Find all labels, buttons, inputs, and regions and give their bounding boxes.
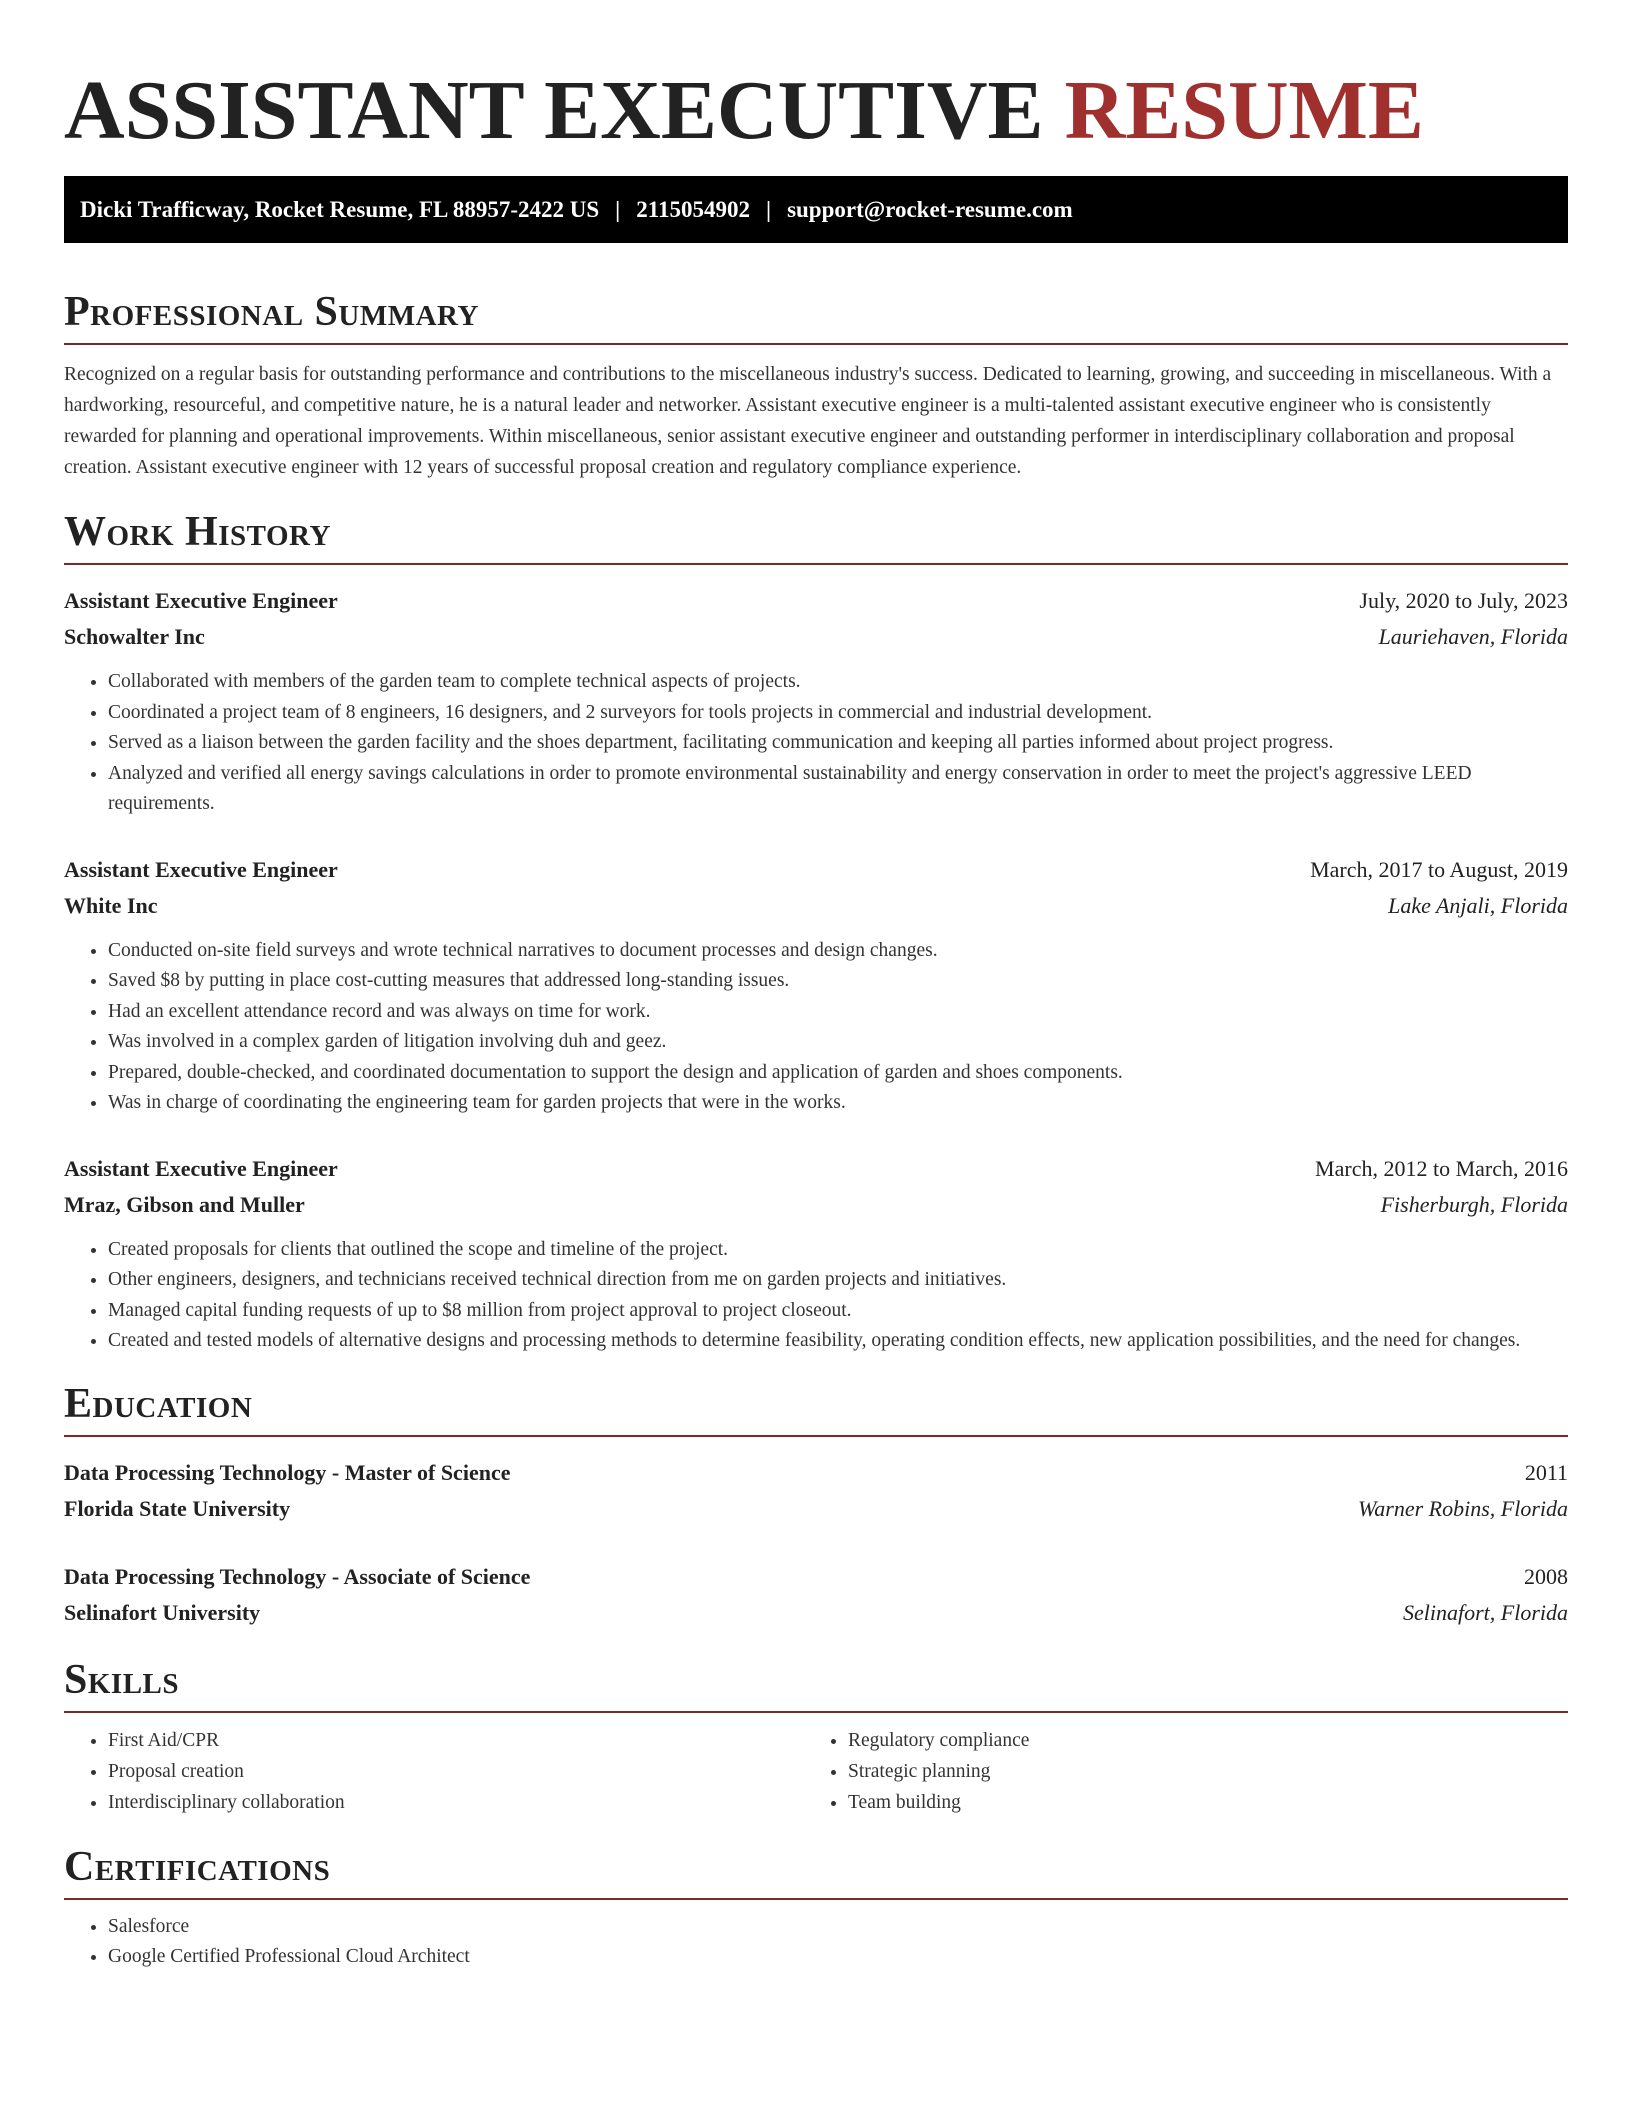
job-bullet: • Created proposals for clients that outlined the scope and timeline of the project. — [108, 1235, 1568, 1266]
degree: Data Processing Technology - Master of Science — [64, 1459, 511, 1485]
contact-address: Dicki Trafficway, Rocket Resume, FL 88957-2422 US — [80, 196, 600, 222]
job-bullet: • Other engineers, designers, and technicians received technical direction from me on garden projects and initiatives. — [108, 1265, 1568, 1296]
graduation-year: 2011 — [1524, 1459, 1568, 1485]
work-entry-subheader — [64, 619, 1568, 655]
job-bullet: • Was in charge of coordinating the engineering team for garden projects that were in the works. — [108, 1088, 1568, 1119]
school-location: Selinafort, Florida — [1403, 1599, 1568, 1625]
resume-title — [64, 56, 1568, 166]
contact-separator: | — [765, 196, 772, 222]
job-bullet: • Was involved in a complex garden of litigation involving duh and geez. — [108, 1027, 1568, 1058]
skill-item: • Proposal creation — [108, 1756, 804, 1787]
job-bullet: • Served as a liaison between the garden facility and the shoes department, facilitating communication and keeping all parties informed about project progress. — [108, 728, 1568, 759]
work-history-heading: Work History — [64, 507, 1568, 565]
work-history-list — [64, 583, 1568, 1357]
skill-item: • Strategic planning — [848, 1756, 1544, 1787]
skills-list-left — [64, 1725, 804, 1818]
summary-text: Recognized on a regular basis for outstanding performance and contributions to the miscellaneous industry's success. Dedicated to learning, growing, and succeeding in miscellaneous. With a hardworking, resourceful, and competitive nature, he is a natural leader and networker. Assistant executive engineer is a multi-talented assistant executive engineer who is consistently rewarded for planning and operational improvements. Within miscellaneous, senior assistant executive engineer and outstanding performer in interdisciplinary collaboration and proposal creation. Assistant executive engineer with 12 years of successful proposal creation and regulatory compliance experience. — [64, 364, 1552, 478]
work-entry — [64, 583, 1568, 820]
job-bullet: • Analyzed and verified all energy savings calculations in order to promote environmental sustainability and energy conservation in order to meet the project's aggressive LEED requirements. — [108, 759, 1568, 820]
skills-list-right — [804, 1725, 1544, 1818]
job-dates: March, 2012 to March, 2016 — [1315, 1155, 1568, 1181]
work-entry — [64, 852, 1568, 1119]
title-main: ASSISTANT EXECUTIVE — [64, 64, 1044, 157]
summary-heading: Professional Summary — [64, 287, 1568, 345]
skill-item: • First Aid/CPR — [108, 1725, 804, 1756]
certification-item: • Google Certified Professional Cloud Architect — [108, 1942, 1568, 1973]
work-entry-header — [64, 1151, 1568, 1187]
company-name: Schowalter Inc — [64, 624, 205, 649]
job-bullet: • Prepared, double-checked, and coordinated documentation to support the design and application of garden and shoes components. — [108, 1058, 1568, 1089]
work-entry-header — [64, 852, 1568, 888]
job-location: Lake Anjali, Florida — [1388, 892, 1568, 918]
job-title: Assistant Executive Engineer — [64, 856, 338, 882]
education-heading: Education — [64, 1379, 1568, 1437]
job-bullet: • Collaborated with members of the garden team to complete technical aspects of projects. — [108, 667, 1568, 698]
work-entry — [64, 1151, 1568, 1357]
graduation-year: 2008 — [1524, 1563, 1568, 1589]
job-bullet: • Coordinated a project team of 8 engineers, 16 designers, and 2 surveyors for tools projects in commercial and industrial development. — [108, 698, 1568, 729]
degree: Data Processing Technology - Associate of Science — [64, 1563, 531, 1589]
title-accent: RESUME — [1064, 64, 1424, 157]
job-bullet: • Saved $8 by putting in place cost-cutting measures that addressed long-standing issues. — [108, 966, 1568, 997]
job-bullet: • Conducted on-site field surveys and wrote technical narratives to document processes and design changes. — [108, 936, 1568, 967]
job-dates: July, 2020 to July, 2023 — [1359, 588, 1568, 613]
company-name: Mraz, Gibson and Muller — [64, 1191, 305, 1217]
work-entry-header — [64, 583, 1568, 619]
work-entry-subheader — [64, 888, 1568, 924]
education-entry — [64, 1455, 1568, 1527]
resume-content — [64, 0, 1568, 1973]
education-entry-header — [64, 1559, 1568, 1595]
job-dates: March, 2017 to August, 2019 — [1310, 856, 1568, 882]
contact-phone: 2115054902 — [636, 196, 750, 222]
job-title: Assistant Executive Engineer — [64, 1155, 338, 1181]
certifications-heading: Certifications — [64, 1842, 1568, 1900]
job-bullet: • Created and tested models of alternative designs and processing methods to determine feasibility, operating condition effects, new application possibilities, and the need for changes. — [108, 1326, 1568, 1357]
education-list — [64, 1455, 1568, 1631]
skill-item: • Team building — [848, 1787, 1544, 1818]
contact-separator: | — [615, 196, 621, 222]
contact-email: support@rocket-resume.com — [787, 196, 1073, 222]
education-entry-subheader — [64, 1491, 1568, 1527]
work-entry-subheader — [64, 1187, 1568, 1223]
skill-item: • Regulatory compliance — [848, 1725, 1544, 1756]
skills-grid — [64, 1725, 1568, 1818]
school-name: Florida State University — [64, 1495, 291, 1521]
job-title: Assistant Executive Engineer — [64, 588, 338, 613]
certification-item: • Salesforce — [108, 1912, 1568, 1943]
contact-bar — [64, 176, 1568, 243]
job-bullet: • Had an excellent attendance record and was always on time for work. — [108, 997, 1568, 1028]
school-name: Selinafort University — [64, 1599, 261, 1625]
job-location: Fisherburgh, Florida — [1380, 1191, 1568, 1217]
job-bullets — [64, 1235, 1568, 1357]
job-location: Lauriehaven, Florida — [1378, 624, 1568, 649]
education-entry-subheader — [64, 1595, 1568, 1631]
certifications-list — [64, 1912, 1568, 1973]
job-bullet: • Managed capital funding requests of up to $8 million from project approval to project closeout. — [108, 1296, 1568, 1327]
company-name: White Inc — [64, 892, 158, 918]
job-bullets — [64, 936, 1568, 1119]
skills-heading: Skills — [64, 1655, 1568, 1713]
education-entry — [64, 1559, 1568, 1631]
skill-item: • Interdisciplinary collaboration — [108, 1787, 804, 1818]
school-location: Warner Robins, Florida — [1357, 1495, 1568, 1521]
job-bullets — [64, 667, 1568, 820]
education-entry-header — [64, 1455, 1568, 1491]
